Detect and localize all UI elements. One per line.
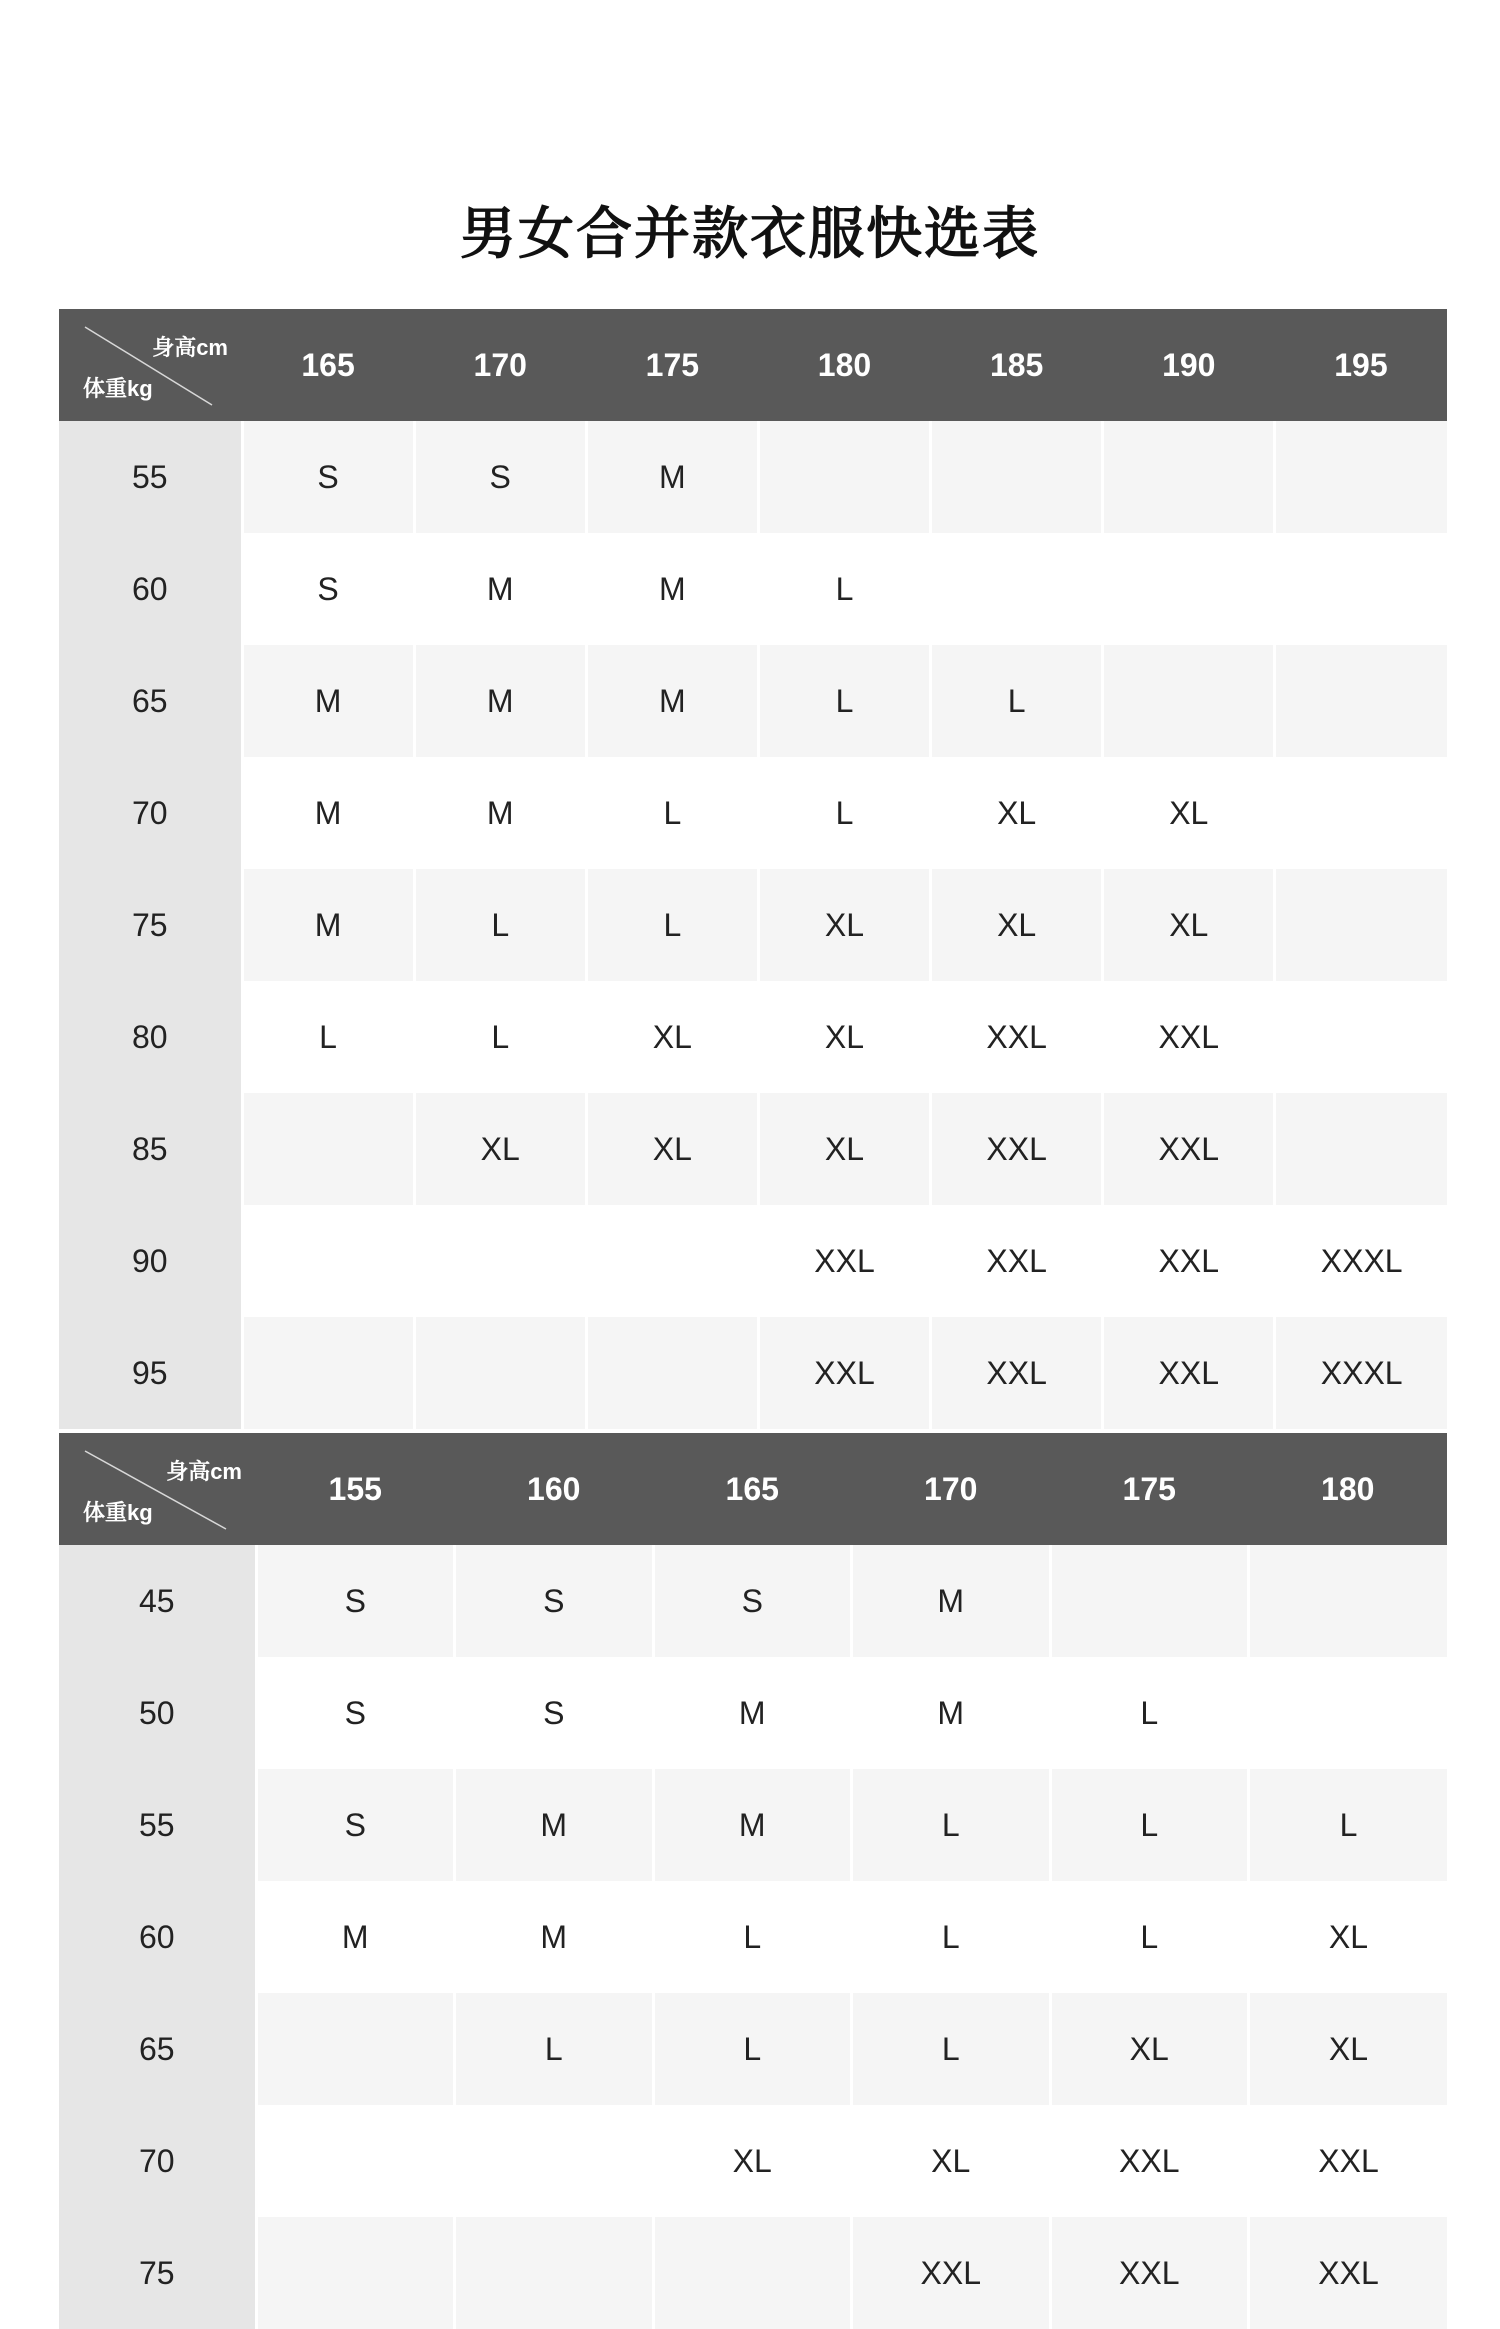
- size-cell: [586, 1205, 758, 1317]
- size-cell: XL: [931, 869, 1103, 981]
- size-cell: XXL: [931, 1317, 1103, 1429]
- size-cell: XXL: [1050, 2105, 1249, 2217]
- size-cell: XL: [852, 2105, 1051, 2217]
- size-cell: L: [653, 1993, 852, 2105]
- table-row: [59, 869, 1447, 981]
- size-cell: [1275, 421, 1447, 533]
- height-header-cell: 175: [1050, 1433, 1249, 1545]
- size-cell: XL: [1050, 1993, 1249, 2105]
- weight-cell: 80: [59, 981, 242, 1093]
- table-row: [59, 1205, 1447, 1317]
- size-cell: S: [256, 1545, 455, 1657]
- size-cell: [256, 1993, 455, 2105]
- size-cell: [256, 2217, 455, 2329]
- size-cell: [1103, 533, 1275, 645]
- table-row: [59, 1769, 1447, 1881]
- weight-cell: 85: [59, 1093, 242, 1205]
- size-cell: [931, 533, 1103, 645]
- size-cell: L: [931, 645, 1103, 757]
- size-cell: [1275, 981, 1447, 1093]
- size-cell: M: [586, 421, 758, 533]
- size-cell: M: [653, 1657, 852, 1769]
- size-cell: L: [852, 1881, 1051, 1993]
- weight-cell: 65: [59, 1993, 256, 2105]
- size-table-1: [59, 309, 1447, 1429]
- size-cell: L: [852, 1769, 1051, 1881]
- size-cell: XXL: [931, 1093, 1103, 1205]
- size-cell: XXL: [931, 981, 1103, 1093]
- height-header-cell: 180: [1249, 1433, 1448, 1545]
- size-cell: M: [414, 533, 586, 645]
- size-cell: L: [1050, 1769, 1249, 1881]
- size-cell: XL: [758, 981, 930, 1093]
- size-cell: [242, 1205, 414, 1317]
- size-cell: S: [653, 1545, 852, 1657]
- size-cell: [242, 1317, 414, 1429]
- size-cell: L: [758, 533, 930, 645]
- size-cell: XXL: [931, 1205, 1103, 1317]
- table-row: [59, 2217, 1447, 2329]
- height-axis-label: 身高cm: [152, 335, 228, 360]
- size-cell: L: [653, 1881, 852, 1993]
- size-cell: L: [758, 645, 930, 757]
- corner-header-cell: [59, 1433, 256, 1545]
- size-cell: [455, 2217, 654, 2329]
- size-cell: [242, 1093, 414, 1205]
- size-cell: XXL: [1103, 1205, 1275, 1317]
- size-cell: S: [256, 1657, 455, 1769]
- size-cell: XL: [1103, 757, 1275, 869]
- size-cell: L: [1050, 1881, 1249, 1993]
- size-cell: M: [852, 1657, 1051, 1769]
- size-cell: [1275, 645, 1447, 757]
- size-cell: XL: [1249, 1881, 1448, 1993]
- size-cell: XL: [931, 757, 1103, 869]
- page-title: 男女合并款衣服快选表: [460, 202, 1040, 267]
- size-cell: XXL: [1103, 981, 1275, 1093]
- size-cell: [1249, 1657, 1448, 1769]
- height-header-cell: 170: [414, 309, 586, 421]
- size-cell: [414, 1317, 586, 1429]
- size-cell: XXL: [1249, 2217, 1448, 2329]
- size-cell: S: [455, 1545, 654, 1657]
- table-row: [59, 1993, 1447, 2105]
- size-cell: XXXL: [1275, 1205, 1447, 1317]
- size-cell: M: [852, 1545, 1051, 1657]
- size-cell: XL: [758, 1093, 930, 1205]
- table-row: [59, 1881, 1447, 1993]
- size-cell: M: [414, 645, 586, 757]
- weight-cell: 95: [59, 1317, 242, 1429]
- size-cell: [414, 1205, 586, 1317]
- size-cell: L: [414, 869, 586, 981]
- size-cell: M: [455, 1881, 654, 1993]
- size-cell: [1103, 645, 1275, 757]
- weight-cell: 70: [59, 757, 242, 869]
- table-row: [59, 2105, 1447, 2217]
- weight-axis-label: 体重kg: [83, 1500, 153, 1525]
- size-cell: [1275, 757, 1447, 869]
- weight-cell: 60: [59, 533, 242, 645]
- size-cell: L: [852, 1993, 1051, 2105]
- size-cell: S: [455, 1657, 654, 1769]
- weight-cell: 50: [59, 1657, 256, 1769]
- weight-axis-label: 体重kg: [83, 376, 153, 401]
- header-row: [59, 1433, 1447, 1545]
- size-cell: XL: [1103, 869, 1275, 981]
- size-cell: [256, 2105, 455, 2217]
- size-cell: [1103, 421, 1275, 533]
- table-row: [59, 1545, 1447, 1657]
- table-row: [59, 1317, 1447, 1429]
- size-cell: [1050, 1545, 1249, 1657]
- table-row: [59, 757, 1447, 869]
- weight-cell: 65: [59, 645, 242, 757]
- height-header-cell: 185: [931, 309, 1103, 421]
- height-header-cell: 180: [758, 309, 930, 421]
- size-cell: XL: [653, 2105, 852, 2217]
- size-cell: XXL: [1249, 2105, 1448, 2217]
- size-cell: [455, 2105, 654, 2217]
- height-header-cell: 165: [653, 1433, 852, 1545]
- table-row: [59, 1657, 1447, 1769]
- size-cell: S: [414, 421, 586, 533]
- size-cell: M: [242, 757, 414, 869]
- weight-cell: 55: [59, 421, 242, 533]
- table-row: [59, 1093, 1447, 1205]
- size-cell: M: [586, 533, 758, 645]
- height-header-cell: 175: [586, 309, 758, 421]
- table-row: [59, 533, 1447, 645]
- size-cell: L: [455, 1993, 654, 2105]
- size-cell: XL: [586, 981, 758, 1093]
- size-cell: S: [242, 533, 414, 645]
- height-header-cell: 160: [455, 1433, 654, 1545]
- size-cell: [931, 421, 1103, 533]
- weight-cell: 90: [59, 1205, 242, 1317]
- size-cell: XL: [586, 1093, 758, 1205]
- size-cell: M: [653, 1769, 852, 1881]
- size-cell: L: [586, 757, 758, 869]
- height-header-cell: 165: [242, 309, 414, 421]
- size-cell: M: [256, 1881, 455, 1993]
- size-cell: M: [586, 645, 758, 757]
- height-header-cell: 195: [1275, 309, 1447, 421]
- weight-cell: 60: [59, 1881, 256, 1993]
- size-cell: XXL: [1050, 2217, 1249, 2329]
- size-cell: [653, 2217, 852, 2329]
- weight-cell: 45: [59, 1545, 256, 1657]
- size-cell: [1275, 1093, 1447, 1205]
- size-cell: XXL: [1103, 1093, 1275, 1205]
- height-header-cell: 190: [1103, 309, 1275, 421]
- size-cell: XXL: [1103, 1317, 1275, 1429]
- diagonal-divider: [59, 1433, 256, 1545]
- header-row: [59, 309, 1447, 421]
- size-cell: L: [586, 869, 758, 981]
- table-row: [59, 981, 1447, 1093]
- size-cell: XL: [758, 869, 930, 981]
- size-table-2: [59, 1433, 1447, 2329]
- size-cell: L: [242, 981, 414, 1093]
- size-cell: L: [1249, 1769, 1448, 1881]
- size-cell: XXXL: [1275, 1317, 1447, 1429]
- size-cell: M: [242, 645, 414, 757]
- weight-cell: 75: [59, 2217, 256, 2329]
- height-header-cell: 155: [256, 1433, 455, 1545]
- size-cell: L: [1050, 1657, 1249, 1769]
- corner-header-cell: [59, 309, 242, 421]
- size-cell: S: [242, 421, 414, 533]
- height-header-cell: 170: [852, 1433, 1051, 1545]
- size-cell: M: [414, 757, 586, 869]
- size-cell: [586, 1317, 758, 1429]
- weight-cell: 75: [59, 869, 242, 981]
- table-row: [59, 421, 1447, 533]
- size-cell: L: [758, 757, 930, 869]
- size-cell: [1275, 869, 1447, 981]
- size-cell: [758, 421, 930, 533]
- size-cell: [1275, 533, 1447, 645]
- size-cell: S: [256, 1769, 455, 1881]
- size-cell: XXL: [852, 2217, 1051, 2329]
- size-cell: XXL: [758, 1205, 930, 1317]
- size-cell: XXL: [758, 1317, 930, 1429]
- size-cell: M: [455, 1769, 654, 1881]
- diagonal-divider: [59, 309, 242, 421]
- weight-cell: 55: [59, 1769, 256, 1881]
- weight-cell: 70: [59, 2105, 256, 2217]
- size-cell: XL: [414, 1093, 586, 1205]
- height-axis-label: 身高cm: [166, 1459, 242, 1484]
- table-row: [59, 645, 1447, 757]
- size-cell: L: [414, 981, 586, 1093]
- size-cell: M: [242, 869, 414, 981]
- size-cell: [1249, 1545, 1448, 1657]
- size-cell: XL: [1249, 1993, 1448, 2105]
